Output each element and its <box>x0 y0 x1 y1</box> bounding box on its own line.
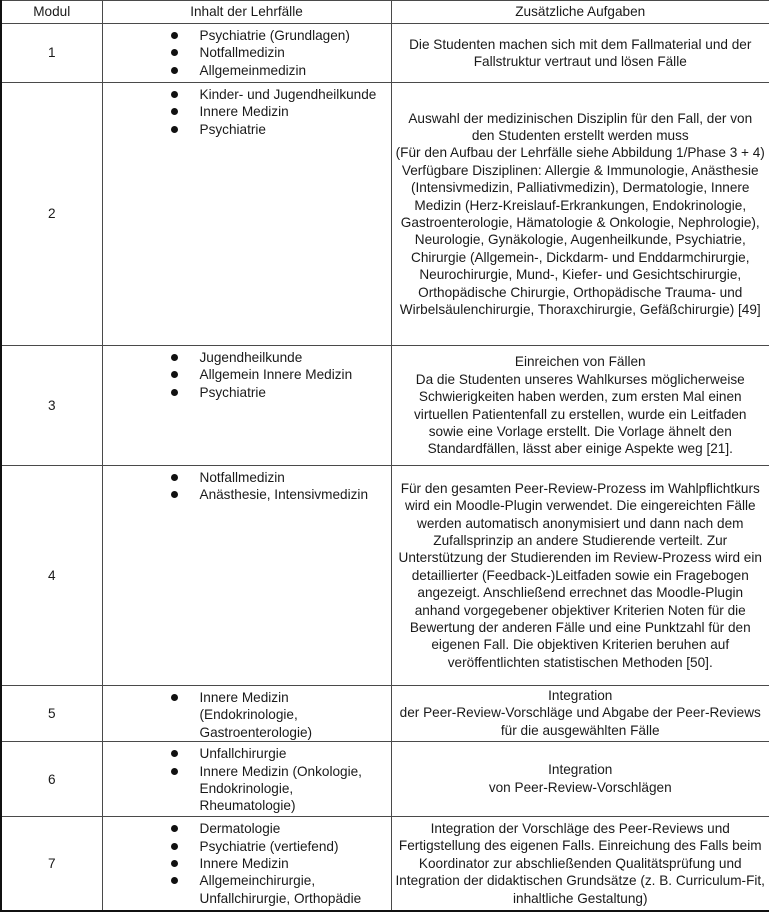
table-row <box>1 24 769 83</box>
bullet-icon <box>171 860 178 867</box>
aufgaben-text: Die Studenten machen sich mit dem Fallmaterial und der Fallstruktur vertraut und lösen Fälle <box>409 36 752 69</box>
table-row <box>1 817 769 911</box>
list-item <box>171 62 387 79</box>
table-header-row <box>1 1 769 24</box>
aufgaben-text: Integration <box>548 688 613 703</box>
aufgaben-cell <box>391 686 769 742</box>
list-item-text: Notfallmedizin <box>199 470 285 485</box>
list-item <box>171 349 387 366</box>
list-item-text: Unfallchirurgie <box>199 746 287 762</box>
list-item-text: Allgemeinchirurgie, Unfallchirurgie, Orthopädie <box>199 873 362 906</box>
aufgaben-text: Für den gesamten Peer-Review-Prozess im Wahlpflichtkurs wird ein Moodle-Plugin verwendet. Die eingereichten Fälle werden automatisch anonymisiert und dann nach dem Zufallsprinzip an andere Studierende verteilt. Zur Unterstützung der Studierenden im Review-Prozess wird ein detaillierter (Feedback-)Leitfaden sowie ein Fragebogen angezeigt. Anschließend errechnet das Moodle-Plugin anhand vorgegebener objektiver Kriterien Noten für die Bewertung der anderen Fälle und eine Punktzahl für den eigenen Fall. Die objektiven Kriterien beruhen auf veröffentlichten statistischen Methoden [50]. <box>398 480 762 670</box>
list-item-text: Allgemeinmedizin <box>199 62 307 78</box>
modul-number: 7 <box>1 817 102 911</box>
bullet-icon <box>171 108 178 115</box>
aufgaben-text: Da die Studenten unseres Wahlkurses möglicherweise Schwierigkeiten haben werden, zum ersten Mal einen virtuellen Patientenfall zu erstellen, wurde ein Leitfaden sowie eine Vorlage erstellt. Die Vorlage ähnelt den Standardfällen, lässt aber einige Aspekte weg [21]. <box>414 371 747 457</box>
list-item <box>171 86 387 103</box>
list-item-text: Innere Medizin <box>199 856 289 872</box>
list-item-text: Psychiatrie (Grundlagen) <box>199 28 350 43</box>
list-item-text: Innere Medizin <box>199 104 289 120</box>
list-item <box>171 384 387 401</box>
inhalt-cell <box>102 817 391 911</box>
list-item <box>171 820 387 837</box>
bullet-icon <box>171 825 178 832</box>
list-item-text: Anästhesie, Intensivmedizin <box>199 487 369 503</box>
list-item <box>171 872 387 907</box>
inhalt-list <box>103 27 387 79</box>
modul-number: 5 <box>1 686 102 742</box>
list-item-text: Psychiatrie <box>199 384 266 400</box>
list-item <box>171 486 387 503</box>
bullet-icon <box>171 843 178 850</box>
list-item <box>171 763 387 815</box>
aufgaben-text: der Peer-Review-Vorschläge und Abgabe der Peer-Reviews für die ausgewählten Fälle <box>399 705 761 738</box>
aufgaben-text: Integration der Vorschläge des Peer-Reviews und Fertigstellung des eigenen Falls. Einreichung des Falls beim Koordinator zur abschließenden Qualitätsprüfung und Integration der didaktischen Grundsätze (z. B. Curriculum-Fit, inhaltliche Gestaltung) <box>395 820 765 906</box>
aufgaben-text: Auswahl der medizinischen Disziplin für den Fall, der von den Studenten erstellt werden muss <box>408 110 753 143</box>
list-item-text: Kinder- und Jugendheilkunde <box>199 87 377 102</box>
list-item <box>171 689 387 741</box>
inhalt-list <box>103 349 387 401</box>
header-modul: Modul <box>1 1 102 24</box>
bullet-icon <box>171 32 178 39</box>
aufgaben-cell <box>391 83 769 346</box>
modul-number: 4 <box>1 466 102 686</box>
bullet-icon <box>171 768 178 775</box>
table-row <box>1 346 769 466</box>
list-item <box>171 103 387 120</box>
modul-number: 1 <box>1 24 102 83</box>
aufgaben-cell <box>391 742 769 817</box>
bullet-icon <box>171 49 178 56</box>
inhalt-list <box>103 820 387 907</box>
bullet-icon <box>171 126 178 133</box>
aufgaben-text: (Für den Aufbau der Lehrfälle siehe Abbildung 1/Phase 3 + 4) <box>395 145 765 161</box>
aufgaben-text: von Peer-Review-Vorschlägen <box>488 779 672 795</box>
inhalt-cell <box>102 346 391 466</box>
inhalt-list <box>103 86 387 138</box>
inhalt-list <box>103 689 387 741</box>
list-item <box>171 44 387 61</box>
table-row <box>1 83 769 346</box>
inhalt-cell <box>102 742 391 817</box>
list-item <box>171 469 387 486</box>
inhalt-list <box>103 745 387 815</box>
bullet-icon <box>171 67 178 74</box>
aufgaben-cell <box>391 24 769 83</box>
list-item-text: Jugendheilkunde <box>199 350 303 365</box>
bullet-icon <box>171 389 178 396</box>
inhalt-cell <box>102 24 391 83</box>
table-row <box>1 466 769 686</box>
list-item <box>171 366 387 383</box>
list-item <box>171 855 387 872</box>
aufgaben-text: Verfügbare Disziplinen: Allergie & Immunologie, Anästhesie (Intensivmedizin, Palliativmedizin), Dermatologie, Innere Medizin (Herz-Kreislauf-Erkrankungen, Endokrinologie, Gastroenterologie, Hämatologie & Onkologie, Nephrologie), Neurologie, Gynäkologie, Augenheilkunde, Psychiatrie, Chirurgie (Allgemein-, Dickdarm- und Enddarmchirurgie, Neurochirurgie, Mund-, Kiefer- und Gesichtschirurgie, Orthopädische Chirurgie, Orthopädische Trauma- und Wirbelsäulenchirurgie, Thoraxchirurgie, Gefäßchirurgie) [49] <box>399 162 761 318</box>
list-item-text: Psychiatrie (vertiefend) <box>199 838 339 854</box>
list-item-text: Dermatologie <box>199 821 281 837</box>
list-item <box>171 838 387 855</box>
aufgaben-text: Einreichen von Fällen <box>514 354 646 370</box>
bullet-icon <box>171 750 178 757</box>
bullet-icon <box>171 877 178 884</box>
table-row <box>1 686 769 742</box>
list-item <box>171 121 387 138</box>
header-aufgaben: Zusätzliche Aufgaben <box>391 1 769 24</box>
bullet-icon <box>171 694 178 701</box>
bullet-icon <box>171 491 178 498</box>
header-inhalt: Inhalt der Lehrfälle <box>102 1 391 24</box>
inhalt-cell <box>102 686 391 742</box>
list-item <box>171 745 387 762</box>
aufgaben-cell <box>391 346 769 466</box>
inhalt-cell <box>102 466 391 686</box>
aufgaben-cell <box>391 817 769 911</box>
bullet-icon <box>171 91 178 98</box>
inhalt-cell <box>102 83 391 346</box>
list-item-text: Innere Medizin (Onkologie, Endokrinologie, Rheumatologie) <box>199 763 362 814</box>
bullet-icon <box>171 354 178 361</box>
list-item-text: Notfallmedizin <box>199 45 285 61</box>
bullet-icon <box>171 474 178 481</box>
modul-number: 6 <box>1 742 102 817</box>
list-item-text: Allgemein Innere Medizin <box>199 367 353 383</box>
modul-number: 2 <box>1 83 102 346</box>
bullet-icon <box>171 371 178 378</box>
inhalt-list <box>103 469 387 504</box>
modul-number: 3 <box>1 346 102 466</box>
list-item-text: Innere Medizin (Endokrinologie, Gastroenterologie) <box>199 690 313 740</box>
aufgaben-cell <box>391 466 769 686</box>
table-row <box>1 742 769 817</box>
aufgaben-text: Integration <box>548 762 613 778</box>
list-item <box>171 27 387 44</box>
list-item-text: Psychiatrie <box>199 121 266 137</box>
